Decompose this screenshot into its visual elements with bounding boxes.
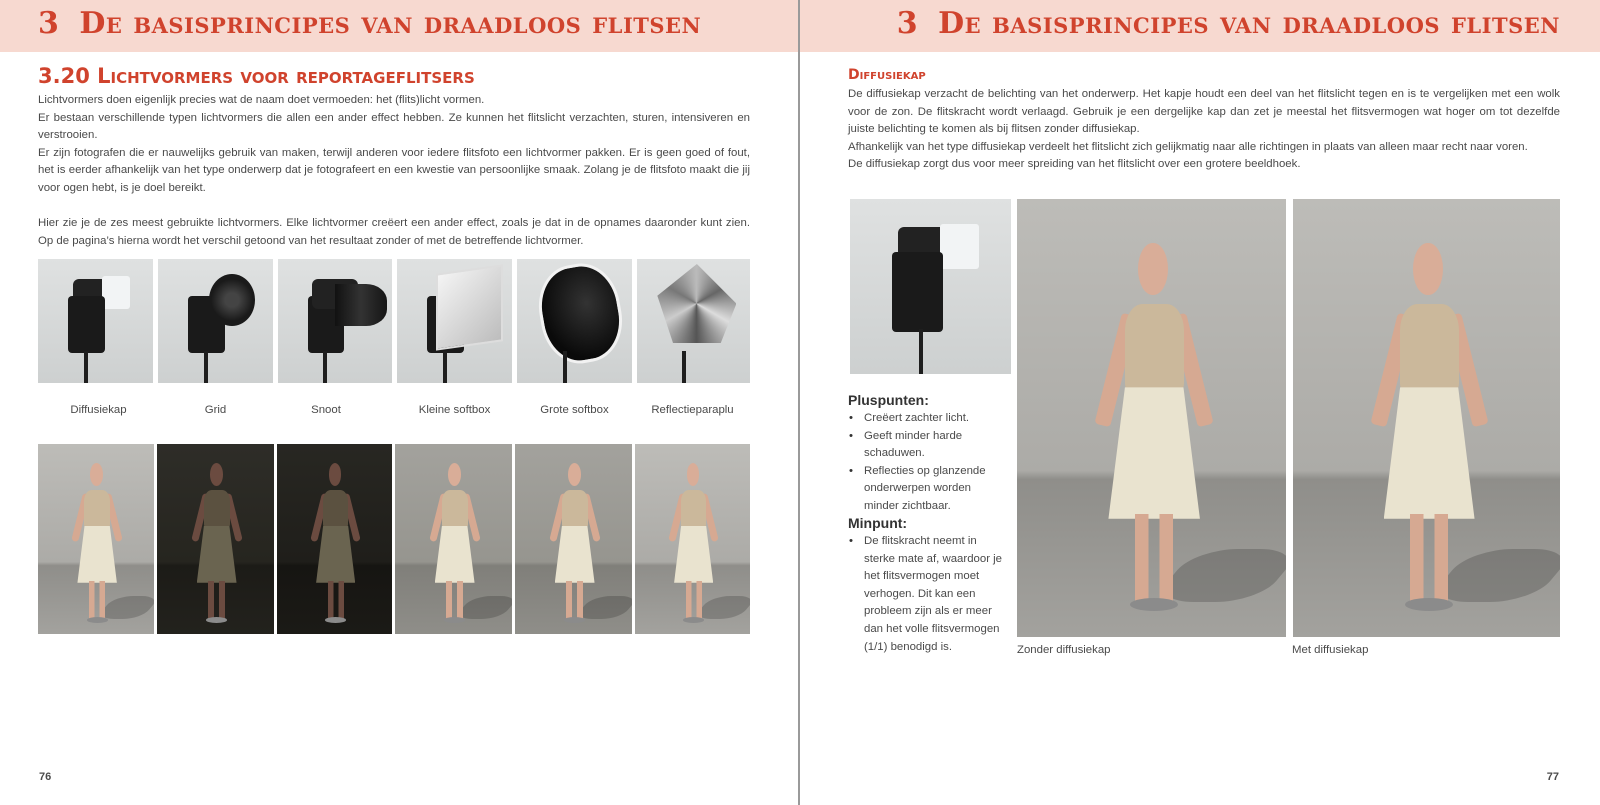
caption-diffusiekap: Diffusiekap <box>70 404 127 416</box>
intro-paragraph: De diffusiekap verzacht de belichting van het onderwerp. Het kapje houdt een deel van het flitslicht tegen en is te vergelijken met een wolk voor de zon. De flitskracht wordt verlaagd. Gebruik je een dergelijke kap dan zet je meestal het flitsvermogen wat hoger om tot dezelfde juiste belichting te komen als bij flitsen zonder diffusiekap. <box>848 88 1560 136</box>
intro-paragraph: Er zijn fotografen die er nauwelijks gebruik van maken, terwijl anderen voor iedere flitsfoto een lichtvormer pakken. Er is geen goed of fout, het is eerder afhankelijk van het type onderwerp dat je fotografeert en een kwestie van persoonlijke smaak. Zolang je de flitsfoto maakt die jij voor ogen hebt, is je doel bereikt. <box>38 146 750 194</box>
result-photo-grote-softbox <box>515 444 632 634</box>
caption-kleine-softbox: Kleine softbox <box>418 404 491 416</box>
result-photo-diffusiekap <box>38 444 154 634</box>
chapter-title <box>38 6 701 41</box>
result-photo-grid <box>157 444 274 634</box>
result-photo-snoot <box>277 444 392 634</box>
intro-text <box>848 86 1560 174</box>
result-photo-kleine-softbox <box>395 444 512 634</box>
left-page <box>0 0 798 805</box>
list-item: • De flitskracht neemt in sterke mate af, waardoor je het flitsvermogen moet verhogen. Dit kan een probleem zijn als er meer dan het volle flitsvermogen (1/1) benodigd is. <box>848 533 1008 656</box>
intro-paragraph: Lichtvormers doen eigenlijk precies wat de naam doet vermoeden: het (flits)licht vormen. <box>38 94 485 106</box>
subsection-title: Diffusiekap <box>848 67 926 83</box>
chapter-title-text: De basisprincipes van draadloos flitsen <box>79 6 702 41</box>
list-item: • Reflecties op glanzende onderwerpen worden minder zichtbaar. <box>848 463 1008 516</box>
intro-paragraph: De diffusiekap zorgt dus voor meer spreiding van het flitslicht over een grotere beeldhoek. <box>848 158 1301 171</box>
diffusiekap-photo <box>850 199 1011 374</box>
caption-snoot: Snoot <box>311 404 341 416</box>
minpunt-heading: Minpunt: <box>848 515 908 531</box>
minpunt-list <box>848 533 1008 656</box>
photo-met-diffusiekap <box>1293 199 1560 637</box>
intro-paragraph: Er bestaan verschillende typen lichtvormers die allen een ander effect hebben. Ze kunnen het flitslicht verzachten, sturen, intensiveren en verstrooien. <box>38 111 750 142</box>
kleine-softbox-photo <box>397 259 512 383</box>
list-item: • Creëert zachter licht. <box>848 410 1008 428</box>
intro-text <box>38 92 750 198</box>
diffusiekap-photo <box>38 259 153 383</box>
right-page <box>800 0 1600 805</box>
caption-grote-softbox: Grote softbox <box>540 404 609 416</box>
result-photo-reflectieparaplu <box>635 444 750 634</box>
caption-grid: Grid <box>204 404 227 416</box>
intro-paragraph: Afhankelijk van het type diffusiekap verdeelt het flitslicht zich gelijkmatig naar alle richtingen in plaats van alleen maar recht naar voren. <box>848 140 1528 153</box>
intro-paragraph: Hier zie je de zes meest gebruikte lichtvormers. Elke lichtvormer creëert een ander effect, zoals je dat in de opnames daaronder kunt zien. Op de pagina’s hierna wordt het verschil getoond van het resultaat zonder of met de betreffende lichtvormer. <box>38 217 750 247</box>
grote-softbox-photo <box>517 259 632 383</box>
caption-met-diffusiekap: Met diffusiekap <box>1292 644 1369 656</box>
reflectieparaplu-photo <box>637 259 750 383</box>
intro-text-2 <box>38 215 750 250</box>
page-number: 77 <box>1546 771 1559 783</box>
photo-zonder-diffusiekap <box>1017 199 1286 637</box>
chapter-title-text: De basisprincipes van draadloos flitsen <box>938 6 1560 41</box>
section-title: 3.20 Lichtvormers voor reportageflitsers <box>38 64 475 88</box>
page-number: 76 <box>39 771 52 783</box>
pluspunten-heading: Pluspunten: <box>848 392 929 408</box>
chapter-number: 3 <box>896 6 919 41</box>
caption-reflectieparaplu: Reflectieparaplu <box>651 404 734 416</box>
snoot-photo <box>278 259 392 383</box>
list-item: • Geeft minder harde schaduwen. <box>848 428 1008 463</box>
pluspunten-list <box>848 410 1008 516</box>
chapter-header-band <box>0 0 798 52</box>
chapter-header-band <box>800 0 1600 52</box>
chapter-number: 3 <box>38 6 60 41</box>
grid-photo <box>158 259 273 383</box>
caption-zonder-diffusiekap: Zonder diffusiekap <box>1017 644 1111 656</box>
chapter-title <box>897 6 1560 41</box>
